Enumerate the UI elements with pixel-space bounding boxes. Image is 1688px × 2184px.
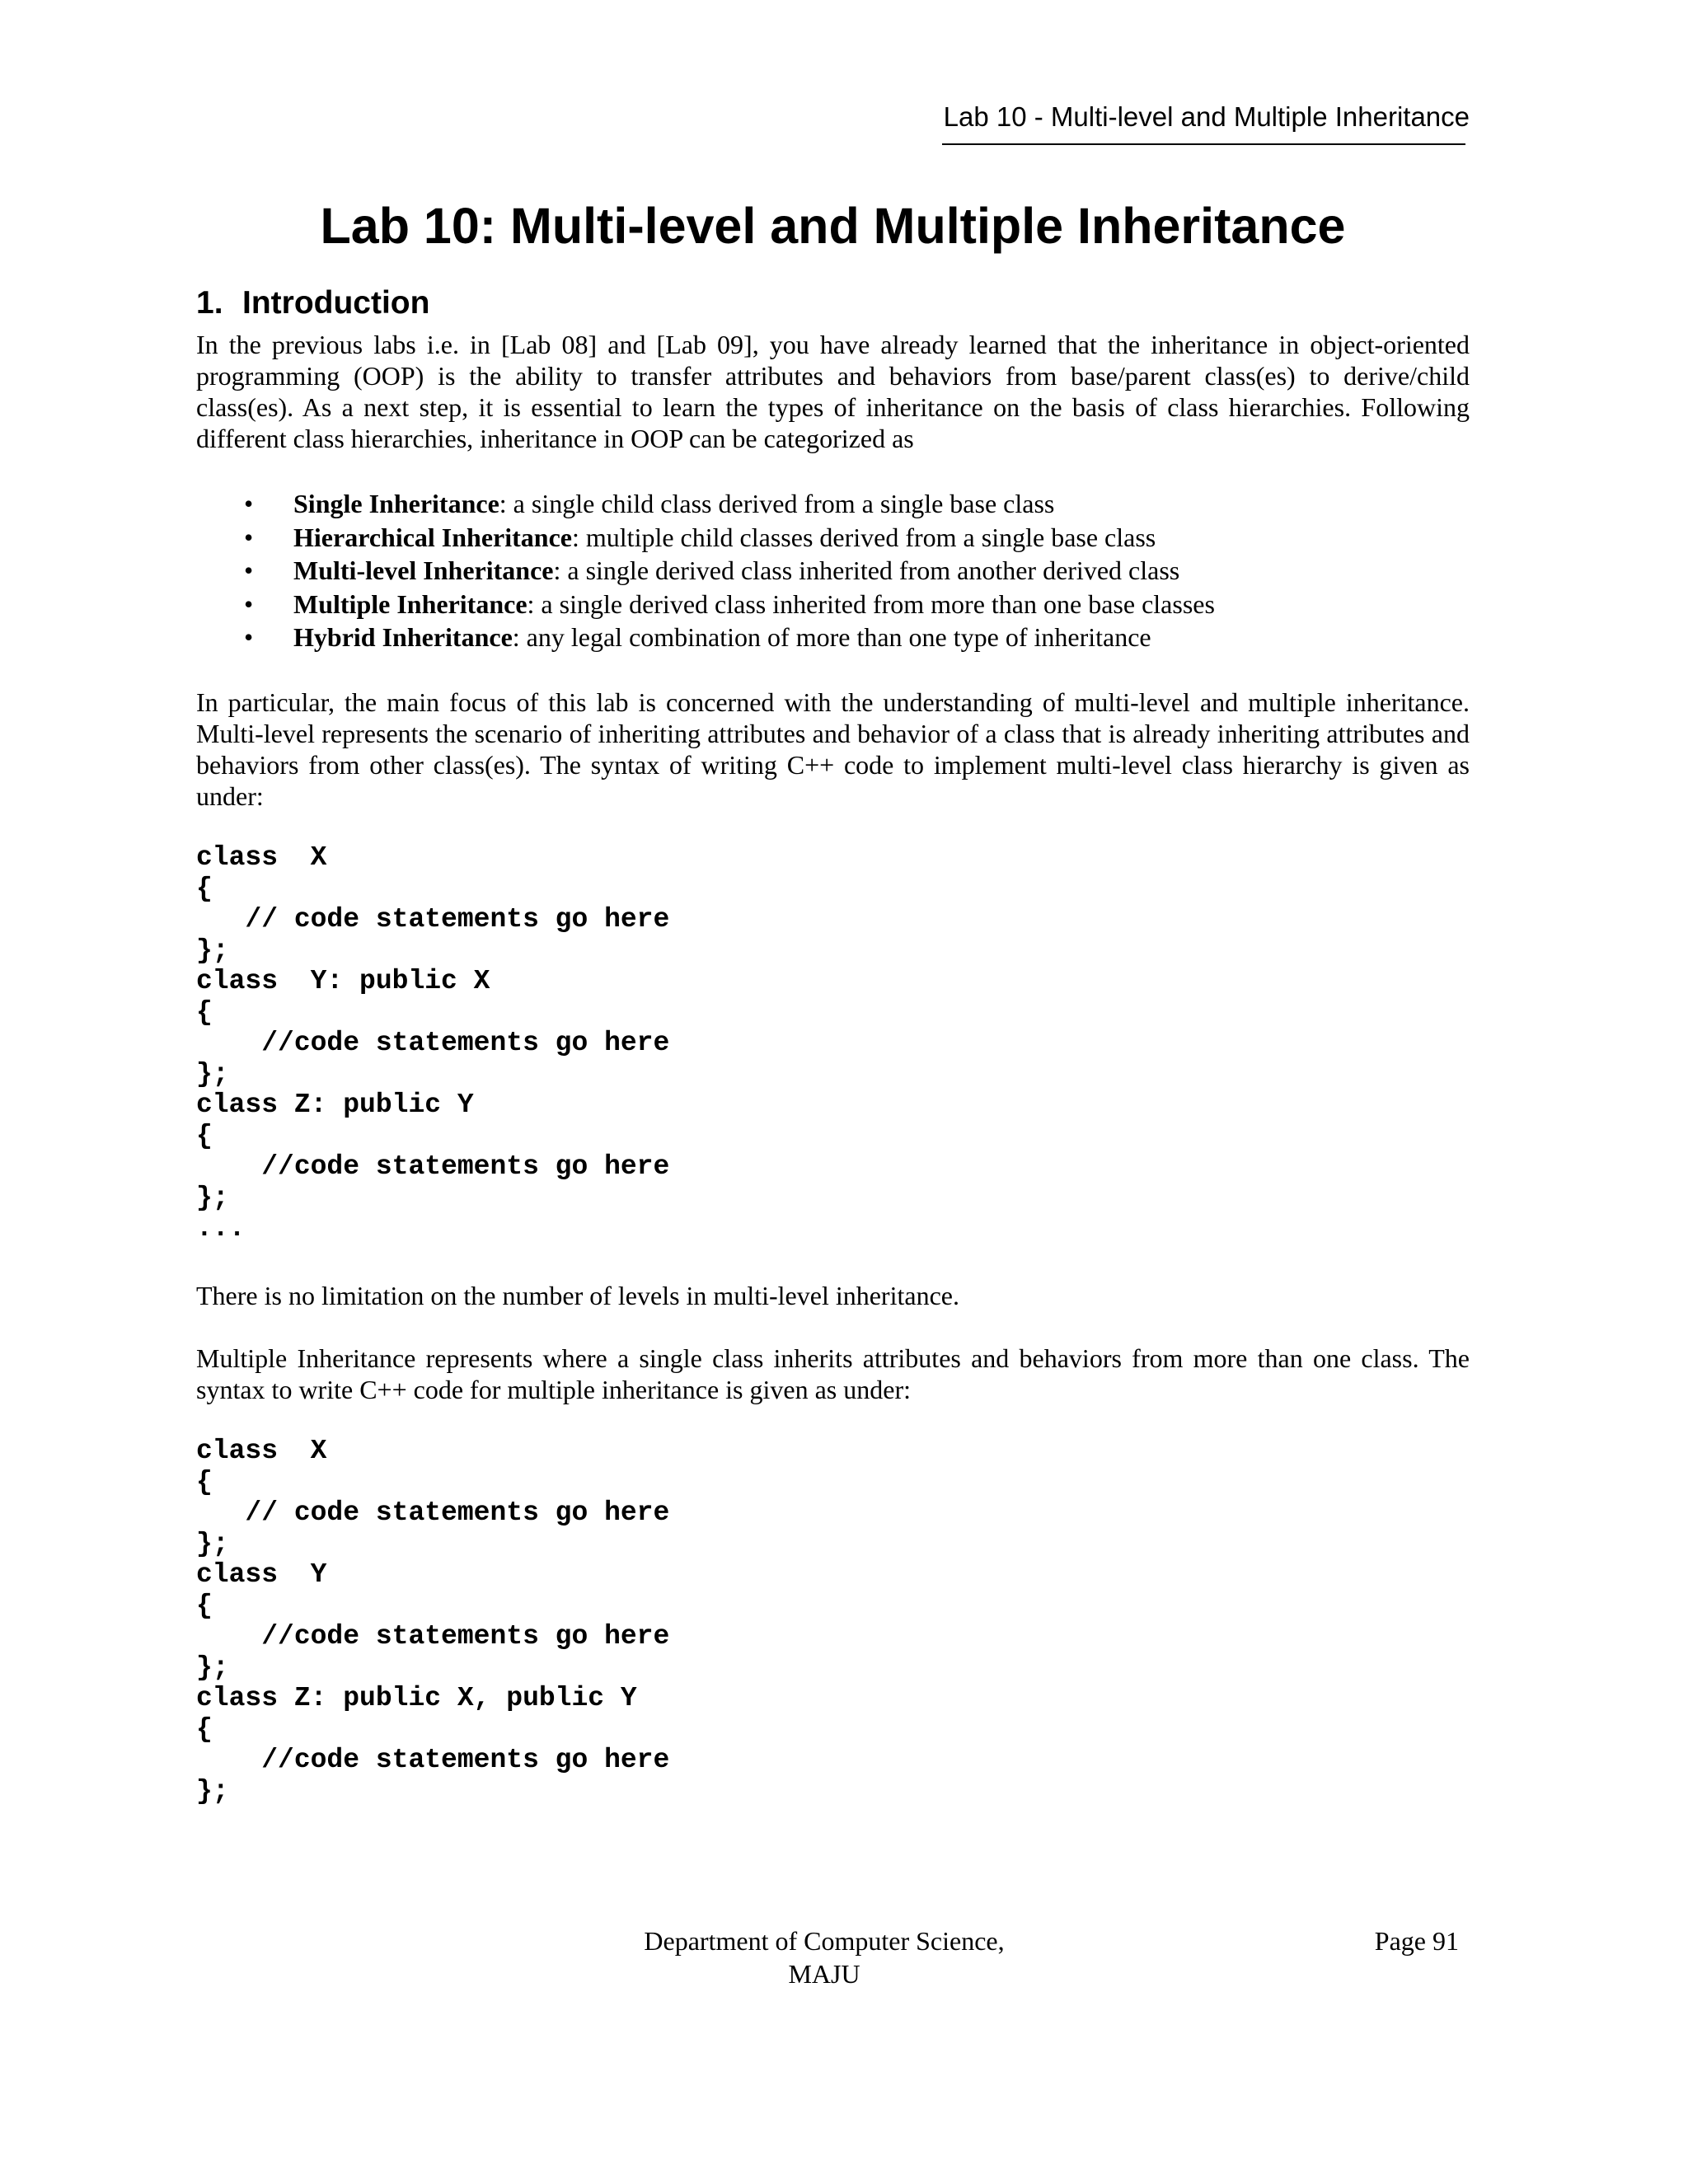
- page-title: Lab 10: Multi-level and Multiple Inheritance: [320, 198, 1346, 254]
- focus-paragraph: In particular, the main focus of this lab is concerned with the understanding of multi-level and multiple inheritance. Multi-level represents the scenario of inheriting attributes and behavior of a class that is already inheriting attributes and behaviors from other class(es). The syntax of writing C++ code to implement multi-level class hierarchy is given as under:: [196, 687, 1470, 811]
- bullet-icon: •: [244, 522, 254, 552]
- footer-department: [577, 1924, 1071, 1990]
- list-item: [196, 521, 1470, 555]
- running-header: Lab 10 - Multi-level and Multiple Inheritance: [943, 101, 1470, 132]
- list-item: [196, 554, 1470, 588]
- list-item-term: Hybrid Inheritance: [293, 622, 513, 652]
- intro-paragraph: In the previous labs i.e. in [Lab 08] and [Lab 09], you have already learned that the inheritance in object-oriented programming (OOP) is the ability to transfer attributes and behaviors from base/parent class(es) to derive/child class(es). As a next step, it is essential to learn the types of inheritance on the basis of class hierarchies. Following different class hierarchies, inheritance in OOP can be categorized as: [196, 330, 1470, 453]
- bullet-icon: •: [244, 588, 254, 619]
- inheritance-types-list: [196, 487, 1470, 654]
- list-item-desc: : a single child class derived from a single base class: [499, 489, 1055, 518]
- bullet-icon: •: [244, 555, 254, 585]
- list-item-desc: : multiple child classes derived from a single base class: [572, 522, 1156, 552]
- list-item: [196, 588, 1470, 621]
- footer-page-number: Page 91: [1374, 1926, 1459, 1956]
- footer-department-name: Department of Computer Science,: [644, 1926, 1005, 1956]
- multilevel-code-block: class X { // code statements go here }; class Y: public X { //code statements go here }; class Z: public Y { //code statements go here }; ...: [196, 842, 670, 1244]
- list-item-desc: : a single derived class inherited from another derived class: [553, 555, 1180, 585]
- section-number: 1.: [196, 285, 223, 321]
- list-item-desc: : a single derived class inherited from more than one base classes: [527, 588, 1215, 619]
- multiple-code-block: class X { // code statements go here }; class Y { //code statements go here }; class Z: public X, public Y { //code statements go here };: [196, 1436, 670, 1807]
- section-heading: [196, 280, 429, 326]
- section-heading-text: Introduction: [242, 285, 430, 321]
- list-item-term: Multi-level Inheritance: [293, 555, 554, 585]
- list-item: [196, 621, 1470, 654]
- multiple-inheritance-paragraph: Multiple Inheritance represents where a single class inherits attributes and behaviors from more than one class. The syntax to write C++ code for multiple inheritance is given as under:: [196, 1343, 1470, 1404]
- footer-institution: MAJU: [788, 1959, 860, 1989]
- bullet-icon: •: [244, 489, 254, 518]
- list-item-term: Single Inheritance: [293, 489, 499, 518]
- list-item-term: Multiple Inheritance: [293, 588, 528, 619]
- list-item: [196, 487, 1470, 521]
- bullet-icon: •: [244, 622, 254, 652]
- list-item-desc: : any legal combination of more than one type of inheritance: [512, 622, 1151, 652]
- header-rule: [942, 143, 1465, 145]
- no-limit-paragraph: There is no limitation on the number of levels in multi-level inheritance.: [196, 1281, 959, 1310]
- list-item-term: Hierarchical Inheritance: [293, 522, 572, 552]
